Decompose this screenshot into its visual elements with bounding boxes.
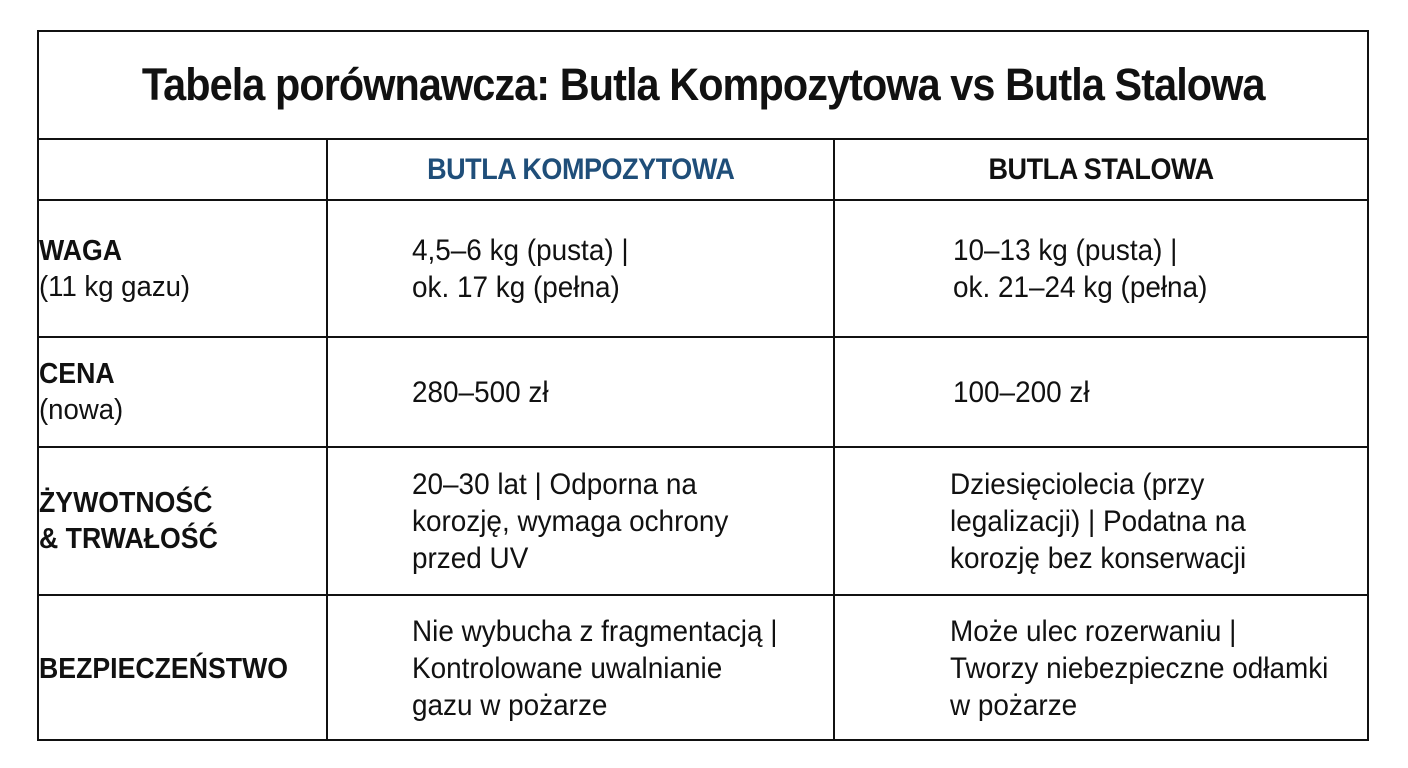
header-composite: BUTLA KOMPOZYTOWA [327,140,834,200]
table-row-weight [39,200,1367,337]
cell-steel-price: 100–200 zł [834,337,1367,447]
table-row-lifetime [39,447,1367,595]
cell-composite-lifetime: 20–30 lat | Odporna na korozję, wymaga ochrony przed UV [327,447,834,595]
row-label-sub: (11 kg gazu) [39,270,191,303]
row-label-main: ŻYWOTNOŚĆ [39,487,213,519]
cell-steel-lifetime: Dziesięciolecia (przy legalizacji) | Podatna na korozję bez konserwacji [834,447,1367,595]
row-label-lifetime [39,447,327,595]
table-title: Tabela porównawcza: Butla Kompozytowa vs Butla Stalowa [141,59,1265,110]
cell-composite-price: 280–500 zł [327,337,834,447]
row-label-price [39,337,327,447]
cell-steel-safety: Może ulec rozerwaniu | Tworzy niebezpieczne odłamki w pożarze [834,595,1367,741]
cell-steel-weight: 10–13 kg (pusta) | ok. 21–24 kg (pełna) [834,200,1367,337]
header-row [39,140,1367,200]
row-label-sub: (nowa) [39,394,124,426]
row-label-main: CENA [39,358,115,390]
header-empty-cell [39,140,327,200]
comparison-table-frame [37,30,1369,741]
row-label-main: WAGA [39,234,123,267]
row-label-main: BEZPIECZEŃSTWO [39,652,289,685]
row-label-main-2: & TRWAŁOŚĆ [39,523,218,555]
table-row-price [39,337,1367,447]
table-row-safety [39,595,1367,741]
row-label-weight [39,200,327,337]
row-label-safety [39,595,327,741]
title-row [39,32,1367,140]
comparison-table [39,140,1367,741]
header-steel: BUTLA STALOWA [834,140,1367,200]
cell-composite-weight: 4,5–6 kg (pusta) | ok. 17 kg (pełna) [327,200,834,337]
cell-composite-safety: Nie wybucha z fragmentacją | Kontrolowane uwalnianie gazu w pożarze [327,595,834,741]
